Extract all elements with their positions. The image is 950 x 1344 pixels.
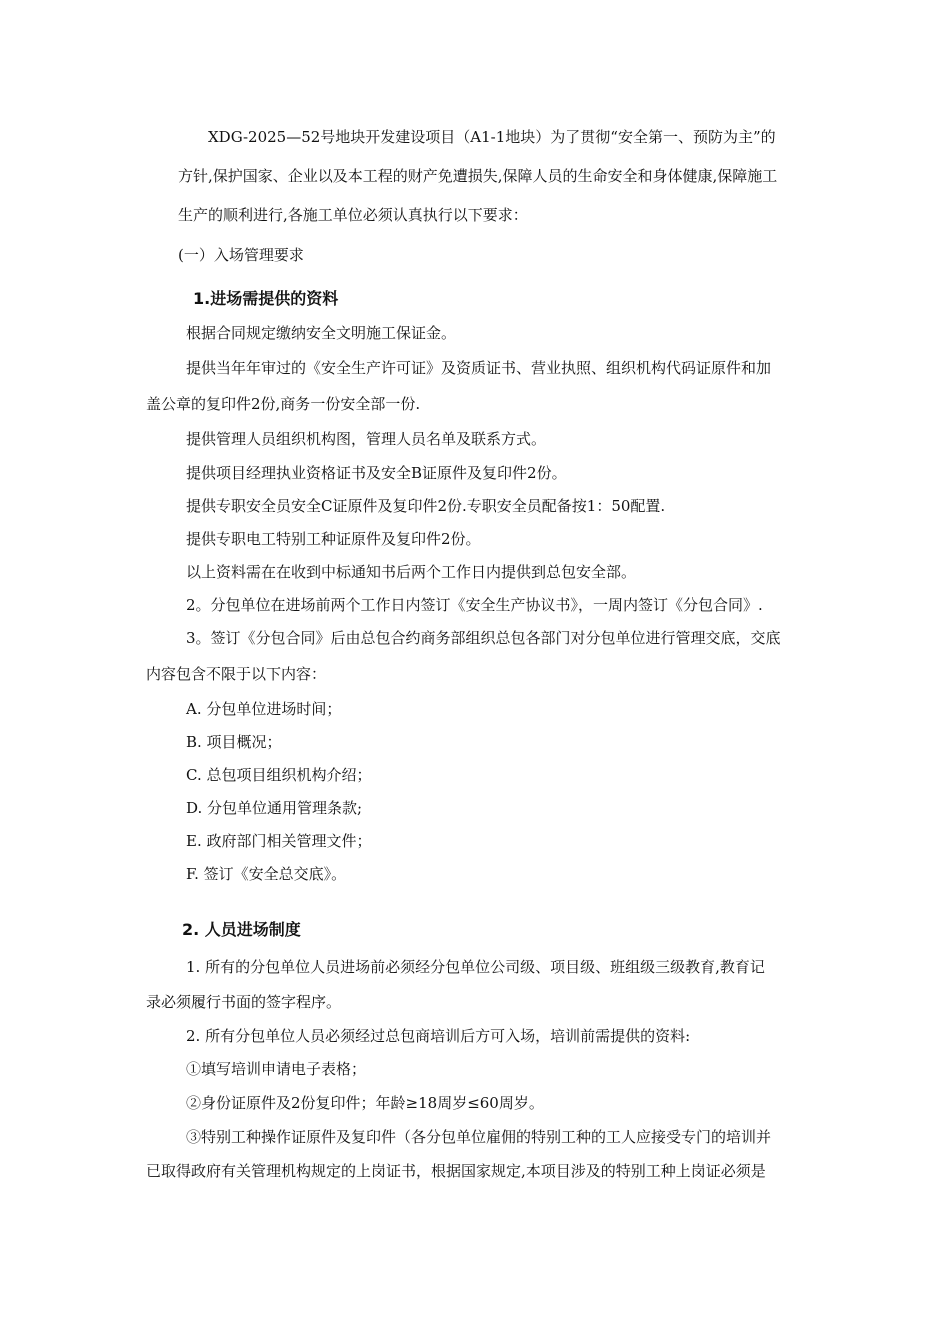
paragraph: 2. 所有分包单位人员必须经过总包商培训后方可入场，培训前需提供的资料:	[186, 1027, 691, 1045]
list-item: C. 总包项目组织机构介绍；	[186, 766, 372, 784]
paragraph: 提供项目经理执业资格证书及安全B证原件及复印件2份。	[186, 464, 567, 482]
paragraph: 提供专职电工特别工种证原件及复印件2份。	[186, 530, 481, 548]
list-item: ③特别工种操作证原件及复印件（各分包单位雇佣的特别工种的工人应接受专门的培训并	[186, 1128, 772, 1146]
list-item: B. 项目概况；	[186, 733, 282, 751]
list-item: E. 政府部门相关管理文件；	[186, 832, 372, 850]
list-item: ①填写培训申请电子表格；	[186, 1060, 367, 1078]
paragraph: 提供管理人员组织机构图，管理人员名单及联系方式。	[186, 430, 547, 448]
paragraph-continuation: 已取得政府有关管理机构规定的上岗证书，根据国家规定,本项目涉及的特别工种上岗证必须是	[146, 1162, 766, 1180]
list-item: D. 分包单位通用管理条款;	[186, 799, 363, 817]
paragraph: 2。分包单位在进场前两个工作日内签订《安全生产协议书》，一周内签订《分包合同》.	[186, 596, 763, 614]
subsection-title: 2. 人员进场制度	[182, 920, 301, 939]
paragraph: 以上资料需在在收到中标通知书后两个工作日内提供到总包安全部。	[186, 563, 637, 581]
paragraph-continuation: 录必须履行书面的签字程序。	[146, 993, 342, 1011]
list-item: A. 分包单位进场时间；	[186, 700, 342, 718]
intro-line-1: XDG-2025—52号地块开发建设项目（A1-1地块）为了贯彻“安全第一、预防为主”的	[208, 128, 776, 146]
section-title: (一）入场管理要求	[178, 246, 304, 264]
paragraph-continuation: 盖公章的复印件2份,商务一份安全部一份.	[146, 395, 421, 413]
list-item: ②身份证原件及2份复印件；年龄≥18周岁≤60周岁。	[186, 1094, 544, 1112]
paragraph: 提供专职安全员安全C证原件及复印件2份.专职安全员配备按1：50配置.	[186, 497, 666, 515]
subsection-title: 1.进场需提供的资料	[193, 289, 339, 308]
paragraph: 根据合同规定缴纳安全文明施工保证金。	[186, 324, 457, 342]
intro-line-2: 方针,保护国家、企业以及本工程的财产免遭损失,保障人员的生命安全和身体健康,保障施工	[178, 167, 778, 185]
paragraph: 1. 所有的分包单位人员进场前必须经分包单位公司级、项目级、班组级三级教育,教育记	[186, 958, 765, 976]
paragraph: 3。签订《分包合同》后由总包合约商务部组织总包各部门对分包单位进行管理交底，交底	[186, 629, 781, 647]
paragraph-continuation: 内容包含不限于以下内容：	[146, 665, 327, 683]
paragraph: 提供当年年审过的《安全生产许可证》及资质证书、营业执照、组织机构代码证原件和加	[186, 359, 772, 377]
list-item: F. 签订《安全总交底》。	[186, 865, 347, 883]
intro-line-3: 生产的顺利进行,各施工单位必须认真执行以下要求：	[178, 206, 528, 224]
